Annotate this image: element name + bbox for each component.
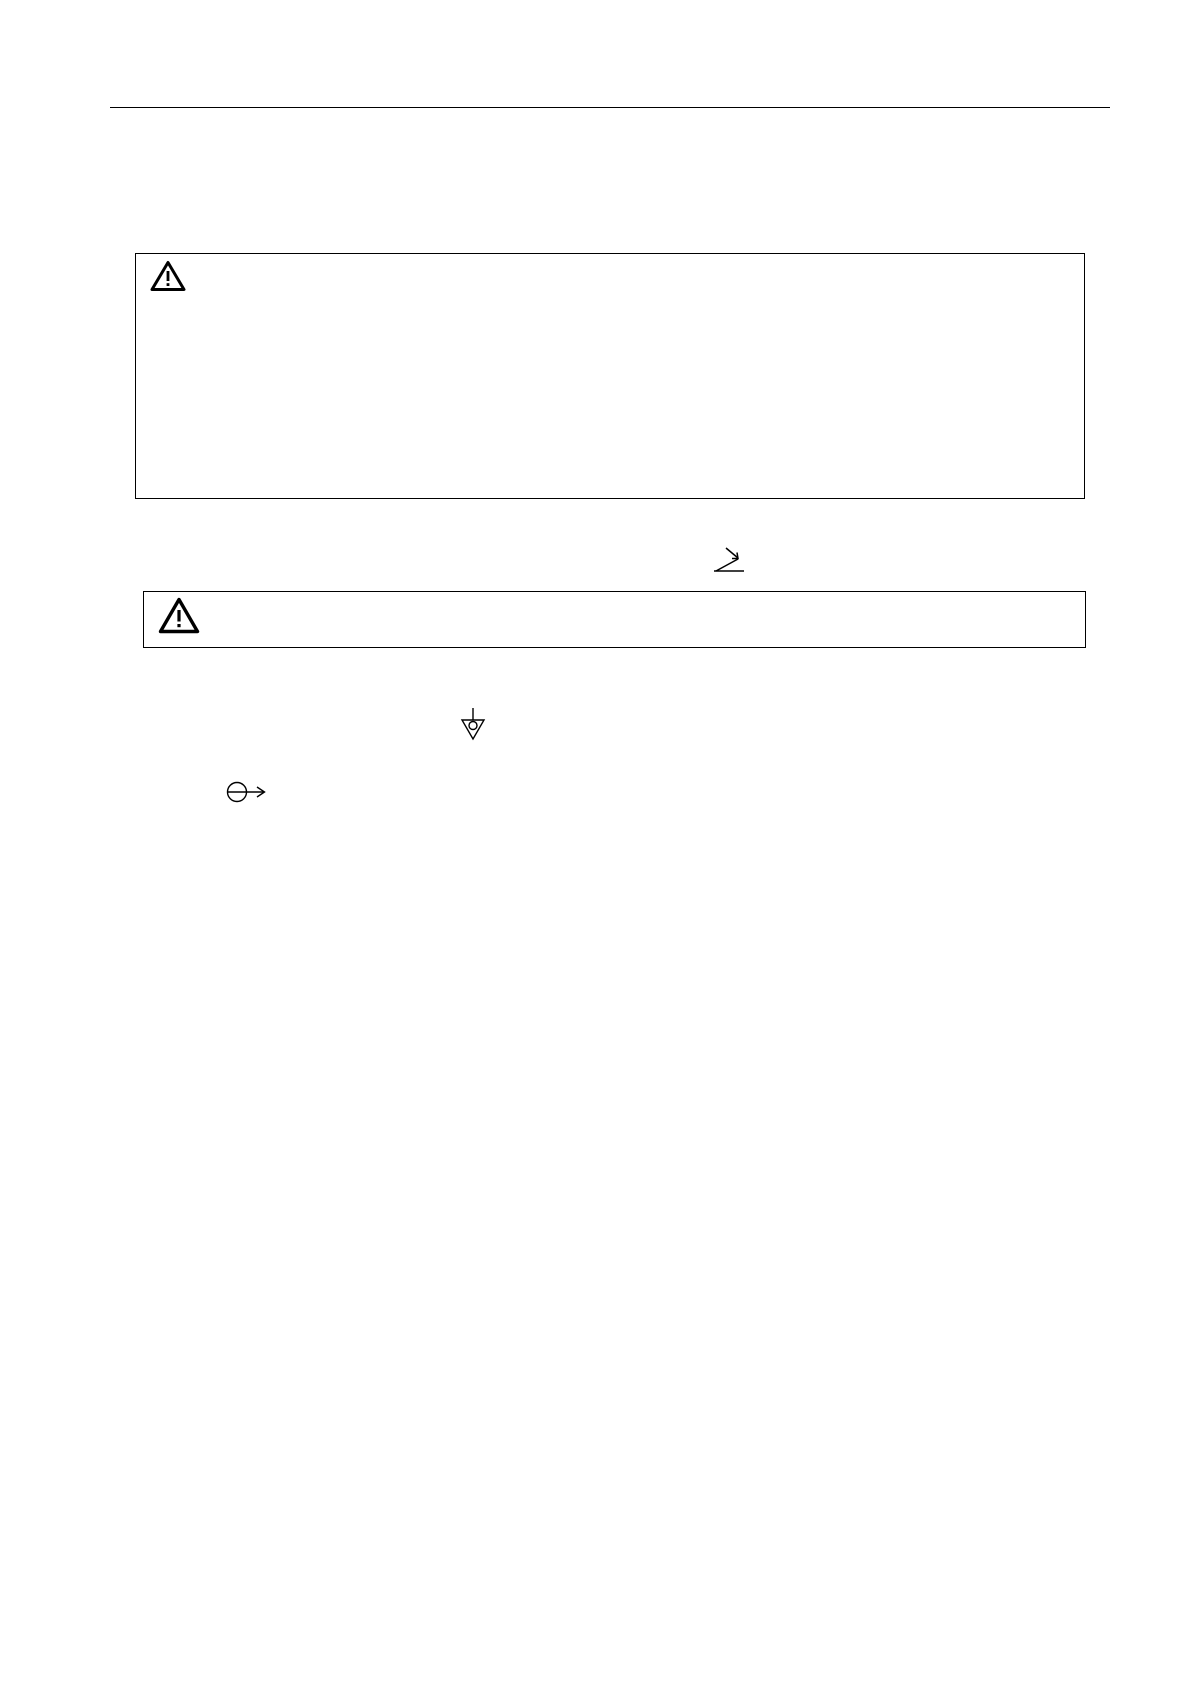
header-rule	[110, 107, 1110, 108]
warning-box	[135, 253, 1085, 499]
equipotential-terminal-icon	[459, 707, 487, 741]
caution-box	[143, 591, 1086, 648]
warning-triangle-icon	[150, 260, 186, 292]
footswitch-symbol-icon	[712, 545, 746, 574]
warning-triangle-icon	[158, 597, 200, 634]
output-arrow-icon	[226, 780, 268, 804]
